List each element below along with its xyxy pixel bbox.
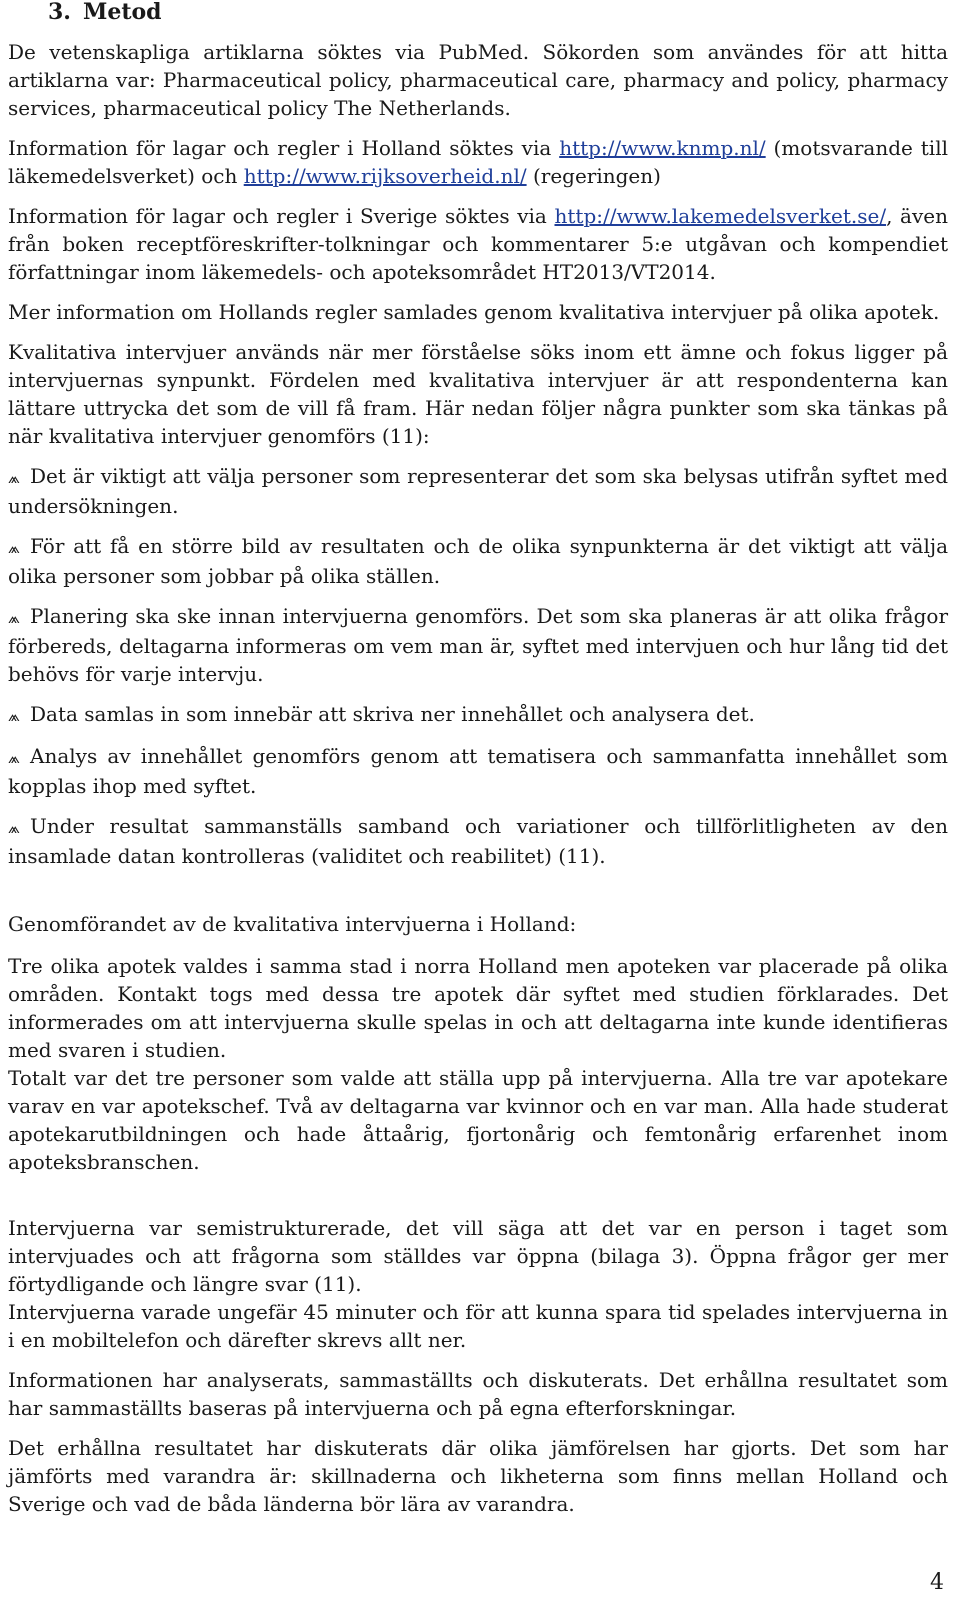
- list-item: [8, 462, 948, 520]
- bullet-icon: ⩕: [8, 539, 20, 557]
- semistructured-paragraph-1: Intervjuerna var semistrukturerade, det vill säga att det var en person i taget som intervjuades och att frågorna som ställdes var öppna (bilaga 3). Öppna frågor ger mer förtydligande och längre svar (11).: [8, 1216, 948, 1296]
- more-info-paragraph: Mer information om Hollands regler samlades genom kvalitativa intervjuer på olika apotek.: [8, 300, 940, 324]
- bullet-icon: ⩕: [8, 707, 20, 725]
- knmp-link[interactable]: http://www.knmp.nl/: [559, 136, 766, 160]
- section-heading: [8, 0, 948, 26]
- semistructured-paragraph-2: Intervjuerna varade ungefär 45 minuter och för att kunna spara tid spelades intervjuerna in i en mobiltelefon och därefter skrevs allt ner.: [8, 1300, 948, 1352]
- list-item: [8, 742, 948, 800]
- list-item-text: Det är viktigt att välja personer som representerar det som ska belysas utifrån syftet med undersökningen.: [8, 464, 948, 518]
- bullet-icon: ⩕: [8, 609, 20, 627]
- list-item-text: För att få en större bild av resultaten och de olika synpunkterna är det viktigt att välja olika personer som jobbar på olika ställen.: [8, 534, 948, 588]
- list-item: [8, 532, 948, 590]
- page-number: 4: [930, 1570, 944, 1595]
- bullet-icon: ⩕: [8, 819, 20, 837]
- bullet-icon: ⩕: [8, 469, 20, 487]
- info-nl-text-3: (regeringen): [526, 164, 661, 188]
- intro-paragraph: De vetenskapliga artiklarna söktes via PubMed. Sökorden som användes för att hitta artiklarna var: Pharmaceutical policy, pharmaceutical care, pharmacy and policy, pharmacy services, pharmaceutical policy The Netherlands.: [8, 40, 948, 120]
- list-item-text: Analys av innehållet genomförs genom att tematisera och sammanfatta innehållet som kopplas ihop med syftet.: [8, 744, 948, 798]
- discussion-paragraph: Det erhållna resultatet har diskuterats där olika jämförelsen har gjorts. Det som har jämförts med varandra är: skillnaderna och likheterna som finns mellan Holland och Sverige och vad de båda länderna bör lära av varandra.: [8, 1436, 948, 1516]
- subheading: Genomförandet av de kvalitativa intervjuerna i Holland:: [8, 912, 577, 936]
- info-sweden-paragraph: [8, 202, 948, 286]
- rijksoverheid-link[interactable]: http://www.rijksoverheid.nl/: [243, 164, 527, 188]
- list-item: [8, 812, 948, 870]
- info-se-text: Information för lagar och regler i Sverige söktes via: [8, 204, 555, 228]
- list-item-text: Under resultat sammanställs samband och variationer och tillförlitligheten av den insamlade datan kontrolleras (validitet och reabilitet) (11).: [8, 814, 948, 868]
- qualitative-interviews-paragraph: Kvalitativa intervjuer används när mer förståelse söks inom ett ämne och fokus ligger på intervjuernas synpunkt. Fördelen med kvalitativa intervjuer är att respondenterna kan lättare uttrycka det som de vill få fram. Här nedan följer några punkter som ska tänkas på när kvalitativa intervjuer genomförs (11):: [8, 340, 948, 448]
- document-body: [8, 0, 948, 1518]
- holland-paragraph-1: Tre olika apotek valdes i samma stad i norra Holland men apoteken var placerade på olika områden. Kontakt togs med dessa tre apotek där syftet med studien förklarades. Det informerades om att intervjuerna skulle spelas in och att deltagarna inte kunde identifieras med svaren i studien.: [8, 954, 948, 1062]
- list-item-text: Data samlas in som innebär att skriva ner innehållet och analysera det.: [30, 702, 755, 726]
- section-number: 3.: [48, 0, 71, 25]
- info-se-text-2: , även från boken receptföreskrifter-tolkningar och kommentarer 5:e utgåvan och kompendiet författningar inom läkemedels- och apoteksområdet HT2013/VT2014.: [8, 204, 948, 284]
- analysis-paragraph: Informationen har analyserats, sammaställts och diskuterats. Det erhållna resultatet som har sammaställts baseras på intervjuerna och på egna efterforskningar.: [8, 1368, 948, 1420]
- section-title: Metod: [82, 0, 162, 25]
- list-item: [8, 700, 948, 730]
- list-item: [8, 602, 948, 688]
- list-item-text: Planering ska ske innan intervjuerna genomförs. Det som ska planeras är att olika frågor förbereds, deltagarna informeras om vem man är, syftet med intervjuen och hur lång tid det behövs för varje intervju.: [8, 604, 948, 686]
- info-nl-text: Information för lagar och regler i Holland söktes via: [8, 136, 560, 160]
- info-netherlands-paragraph: [8, 134, 948, 190]
- lakemedelsverket-link[interactable]: http://www.lakemedelsverket.se/: [554, 204, 887, 228]
- info-nl-text-2: (motsvarande till läkemedelsverket) och: [8, 136, 948, 188]
- bullet-icon: ⩕: [8, 749, 20, 767]
- holland-paragraph-2: Totalt var det tre personer som valde att ställa upp på intervjuerna. Alla tre var apotekare varav en var apotekschef. Två av deltagarna var kvinnor och en var man. Alla hade studerat apotekarutbildningen och hade åttaårig, fjortonårig och femtonårig erfarenhet inom apoteksbranschen.: [8, 1066, 948, 1174]
